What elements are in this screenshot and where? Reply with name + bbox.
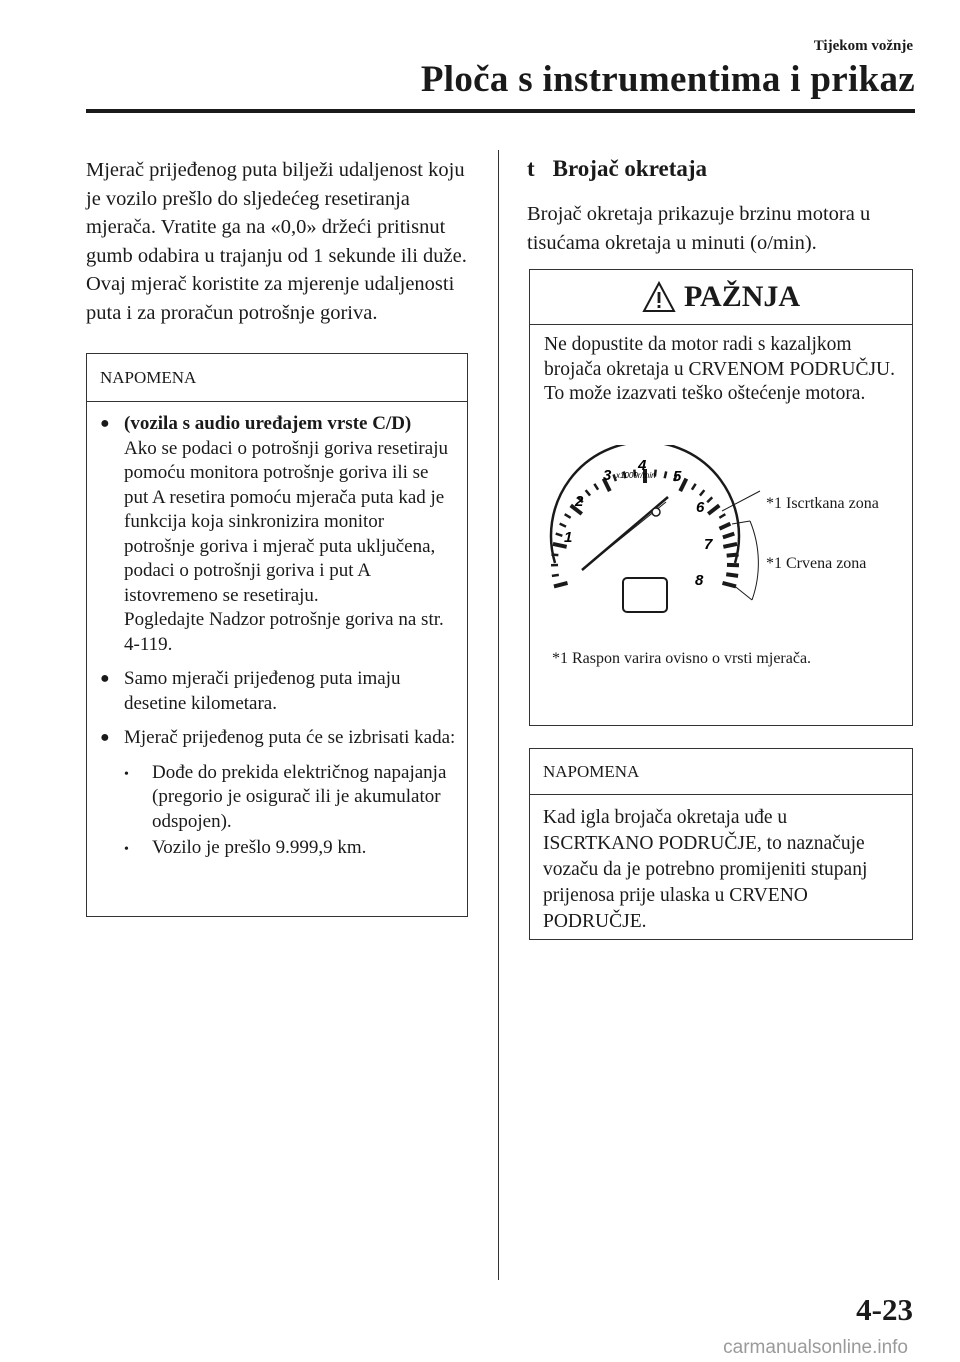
section-title: Brojač okretaja [552,156,708,181]
note-bullet [100,667,457,716]
gauge-tick [719,514,725,518]
gauge-tick [723,544,737,547]
sub-bullet-icon: • [124,766,129,782]
gauge-tick [726,574,738,576]
label-red-zone: *1 Crvena zona [766,555,867,572]
tick-label-6: 6 [696,499,705,516]
sub-bullet [124,836,457,863]
bullet-icon: ● [100,729,110,746]
gauge-tick [700,490,704,495]
note-bullet [100,412,457,657]
bullet-text: Samo mjerači prijeđenog puta imaju desetine kilometara. [124,668,401,714]
tick-label-8: 8 [695,572,704,589]
gauge-tick [594,484,598,490]
caution-heading: PAŽNJA [683,280,801,313]
caution-text-line1: Ne dopustite da motor radi s kazaljkom brojača okretaja u CRVENOM PODRUČJU. [544,334,896,380]
watermark: carmanualsonline.info [723,1337,908,1358]
tick-label-3: 3 [603,467,612,484]
gauge-tick [565,514,571,518]
gauge-tick [707,497,712,502]
header-section: Tijekom vožnje [813,38,913,54]
page-title: Ploča s instrumentima i prikaz [420,59,915,100]
bullet-bold: (vozila s audio uređajem vrste C/D) [124,413,412,434]
gauge-tick [552,575,559,576]
gauge-tick [554,583,568,586]
sub-bullet-icon: • [124,842,129,857]
figure-footnote: *1 Raspon varira ovisno o vrsti mjerača. [552,650,812,667]
caution-text [530,325,912,407]
bullet-icon: ● [100,415,110,432]
gauge-tick [586,490,590,495]
sub-bullet-text: Dođe do prekida električnog napajanja (pregorio je osigurač ili je akumulator odspojen). [152,761,447,832]
bullet-icon: ● [100,670,110,687]
note-bullet [100,726,457,751]
note-box-left [86,353,468,917]
note-body [87,402,467,863]
tachometer-figure [530,445,912,645]
caution-header [530,270,912,325]
left-intro-paragraph: Mjerač prijeđenog puta bilježi udaljenost koju je vozilo prešlo do sljedećeg resetiranja mjerača. Vratite ga na «0,0» držeći pritisnut gumb odabira u trajanju od 1 sekunde ili duže. Ovaj mjerač koristite za mjerenje udaljenosti puta i za proračun potrošnje goriva. [86,159,467,324]
tachometer-unit-label: x1000r/min [616,471,656,480]
bullet-text: Mjerač prijeđenog puta će se izbrisati kada: [124,727,456,748]
section-intro-paragraph: Brojač okretaja prikazuje brzinu motora u tisućama okretaja u minuti (o/min). [527,203,871,254]
label-dashed-zone: *1 Iscrtkana zona [766,495,879,512]
gauge-tick [665,471,667,478]
tick-label-5: 5 [673,468,682,485]
caution-text-line2: To može izazvati teško oštećenje motora. [544,383,866,404]
page-number: 4-23 [856,1292,913,1327]
gauge-tick [692,484,696,490]
column-divider [498,150,499,1280]
tick-label-4: 4 [638,457,647,474]
header-rule [86,109,915,113]
warning-triangle-icon [642,281,676,313]
note-body: Kad igla brojača okretaja uđe u ISCRTKANO PODRUČJE, to naznačuje vozaču da je potrebno promijeniti stupanj prijenosa prije ulaska u CRVENO PODRUČJE. [543,807,868,932]
note-heading: NAPOMENA [530,749,912,795]
gauge-tick [551,555,558,556]
tachometer-gauge-illustration [530,445,912,645]
gauge-tick [708,505,719,514]
tick-label-1: 1 [564,529,573,546]
gauge-tick [723,534,734,538]
section-heading [527,156,707,182]
gauge-tick [556,534,563,536]
note-box-right [529,748,913,940]
sub-bullet [124,761,457,835]
caution-box [529,269,913,726]
section-marker: t [527,156,535,181]
tick-label-2: 2 [575,493,584,510]
note-heading: NAPOMENA [87,354,467,402]
sub-bullet-text: Vozilo je prešlo 9.999,9 km. [152,837,367,858]
gauge-tick [560,524,566,527]
tick-label-7: 7 [704,536,713,553]
gauge-tick [727,555,739,556]
bullet-reference: Pogledajte Nadzor potrošnje goriva na str. 4-119. [124,609,444,655]
bullet-text: Ako se podaci o potrošnji goriva resetiraju pomoću monitora potrošnje goriva ili se put A resetira pomoću mjerača puta kad je funkcija koja sinkronizira monitor potrošnje goriva i mjerač puta uključena, podaci o potrošnji goriva i put A istovremeno se resetiraju. [124,437,448,606]
gauge-tick [719,524,730,529]
